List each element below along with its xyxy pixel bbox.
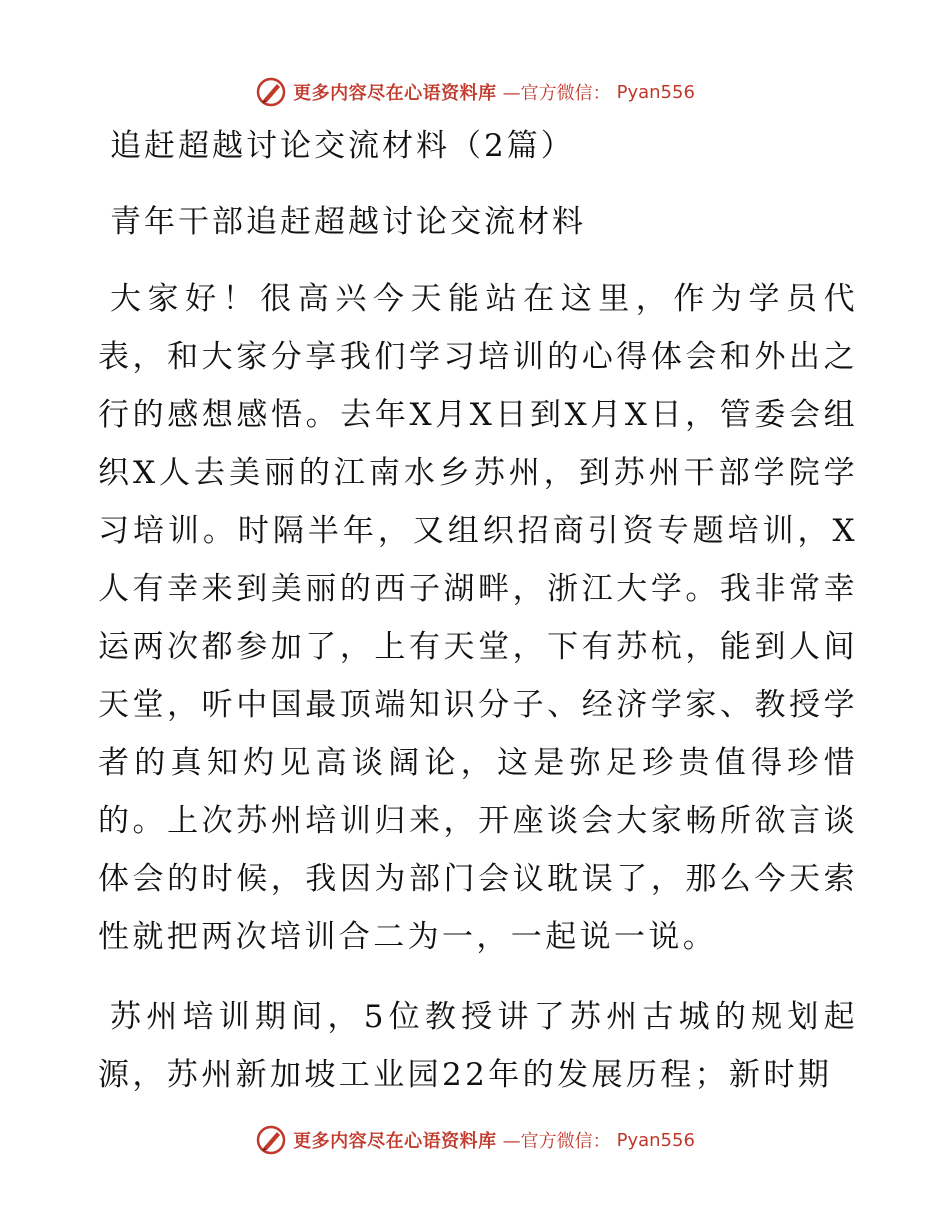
document-body [98, 120, 858, 1104]
banner-wechat-label: —官方微信： [502, 1131, 611, 1152]
pen-logo-icon [255, 76, 287, 108]
footer-banner [0, 1120, 950, 1160]
header-banner [0, 72, 950, 112]
paragraph: 苏州培训期间，5位教授讲了苏州古城的规划起源，苏州新加坡工业园22年的发展历程；新时期 [98, 999, 858, 1093]
paragraph: 大家好！很高兴今天能站在这里，作为学员代表，和大家分享我们学习培训的心得体会和外出之行的感想感悟。去年X月X日到X月X日，管委会组织X人去美丽的江南水乡苏州，到苏州干部学院学习培训。时隔半年，又组织招商引资专题培训，X人有幸来到美丽的西子湖畔，浙江大学。我非常幸运两次都参加了，上有天堂，下有苏杭，能到人间天堂，听中国最顶端知识分子、经济学家、教授学者的真知灼见高谈阔论，这是弥足珍贵值得珍惜的。上次苏州培训归来，开座谈会大家畅所欲言谈体会的时候，我因为部门会议耽误了，那么今天索性就把两次培训合二为一，一起说一说。 [98, 281, 858, 955]
pen-logo-icon [255, 1124, 287, 1156]
document-title: 追赶超越讨论交流材料（2篇） [110, 128, 575, 164]
banner-slogan: 更多内容尽在心语资料库 [293, 83, 497, 104]
banner-slogan: 更多内容尽在心语资料库 [293, 1131, 497, 1152]
banner-wechat-handle: Pyan556 [616, 1129, 695, 1151]
banner-wechat-handle: Pyan556 [616, 81, 695, 103]
document-subtitle: 青年干部追赶超越讨论交流材料 [110, 204, 586, 240]
banner-wechat-label: —官方微信： [502, 83, 611, 104]
